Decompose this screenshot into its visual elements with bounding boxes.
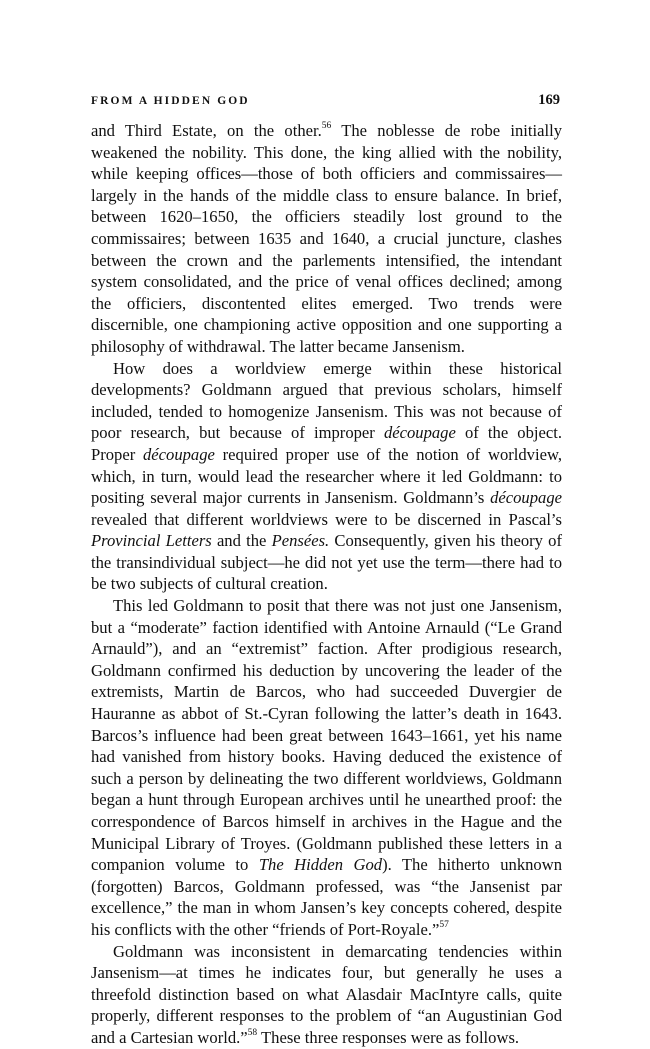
text-run: ). The hitherto unknown (forgotten) Barcos, Goldmann professed, was “the Jansenist par excellence,” the man in whom Jansen’s key concepts cohered, despite his conflicts with the other “friends of Port-Royale.” [91, 855, 563, 939]
running-title: FROM A HIDDEN GOD [91, 95, 250, 107]
page-number: 169 [538, 92, 560, 108]
text-run: The noblesse de robe initially weakened the nobility. This done, the king allied with the nobility, while keeping offices—those of both officiers and commissaires—largely in the hands of the middle class to ensure balance. In brief, between 1620–1650, the officiers steadily lost ground to the commissaires; between 1635 and 1640, a crucial juncture, clashes between the crown and the parlements intensified, the intendant system consolidated, and the price of venal offices declined; among the officiers, discontented elites emerged. Two trends were discernible, one championing active opposition and one supporting a philosophy of withdrawal. The latter became Jansenism. [91, 121, 562, 356]
body-text [91, 120, 562, 1049]
paragraph [91, 358, 562, 596]
text-run: These three responses were as follows. [257, 1027, 520, 1047]
running-head [91, 92, 562, 114]
book-page [91, 92, 562, 1049]
paragraph [91, 120, 562, 358]
footnote-marker: 56 [321, 121, 332, 132]
text-run: required proper use of the notion of worldview, which, in turn, would lead the researcher where it led Goldmann: to positing several major currents in Jansenism. Goldmann’s [91, 444, 563, 508]
italic-text: Pensées. [271, 531, 330, 551]
italic-text: découpage [143, 444, 215, 464]
paragraph [91, 941, 562, 1049]
text-run: Consequently, given his theory of the transindividual subject—he did not yet use the term—there had to be two subjects of cultural creation. [91, 531, 562, 594]
text-run: and Third Estate, on the other. [91, 121, 322, 140]
italic-text: Provincial Letters [91, 531, 212, 551]
italic-text: découpage [383, 423, 456, 443]
paragraph [91, 595, 562, 941]
footnote-marker: 57 [439, 920, 449, 931]
italic-text: découpage [490, 488, 562, 508]
text-run: Goldmann was inconsistent in demarcating tendencies within Jansenism—at times he indicates four, but generally he uses a threefold distinction based on what Alasdair MacIntyre calls, quite properly, different responses to the problem of “an Augustinian God and a Cartesian world.” [91, 941, 562, 1047]
text-run: of the object. Proper [91, 423, 563, 464]
text-run: revealed that different worldviews were to be discerned in Pascal’s [91, 509, 562, 529]
text-run: How does a worldview emerge within these historical developments? Goldmann argued that previous scholars, himself included, tended to homogenize Jansenism. This was not because of poor research, but because of improper [91, 358, 562, 443]
text-run: This led Goldmann to posit that there was not just one Jansenism, but a “moderate” faction identified with Antoine Arnauld (“Le Grand Arnauld”), and an “extremist” faction. After prodigious research, Goldmann confirmed his deduction by uncovering the leader of the extremists, Martin de Barcos, who had succeeded Duvergier de Hauranne as abbot of St.-Cyran following the latter’s death in 1643. Barcos’s influence had been great between 1643–1661, yet his name had vanished from history books. Having deduced the existence of such a person by delineating the two different worldviews, Goldmann began a hunt through European archives until he unearthed proof: the correspondence of Barcos himself in archives in the Hague and the Municipal Library of Troyes. (Goldmann published these letters in a companion volume to [91, 596, 562, 875]
footnote-marker: 58 [247, 1028, 258, 1039]
italic-text: The Hidden God [258, 855, 383, 875]
text-run: and the [211, 531, 272, 551]
